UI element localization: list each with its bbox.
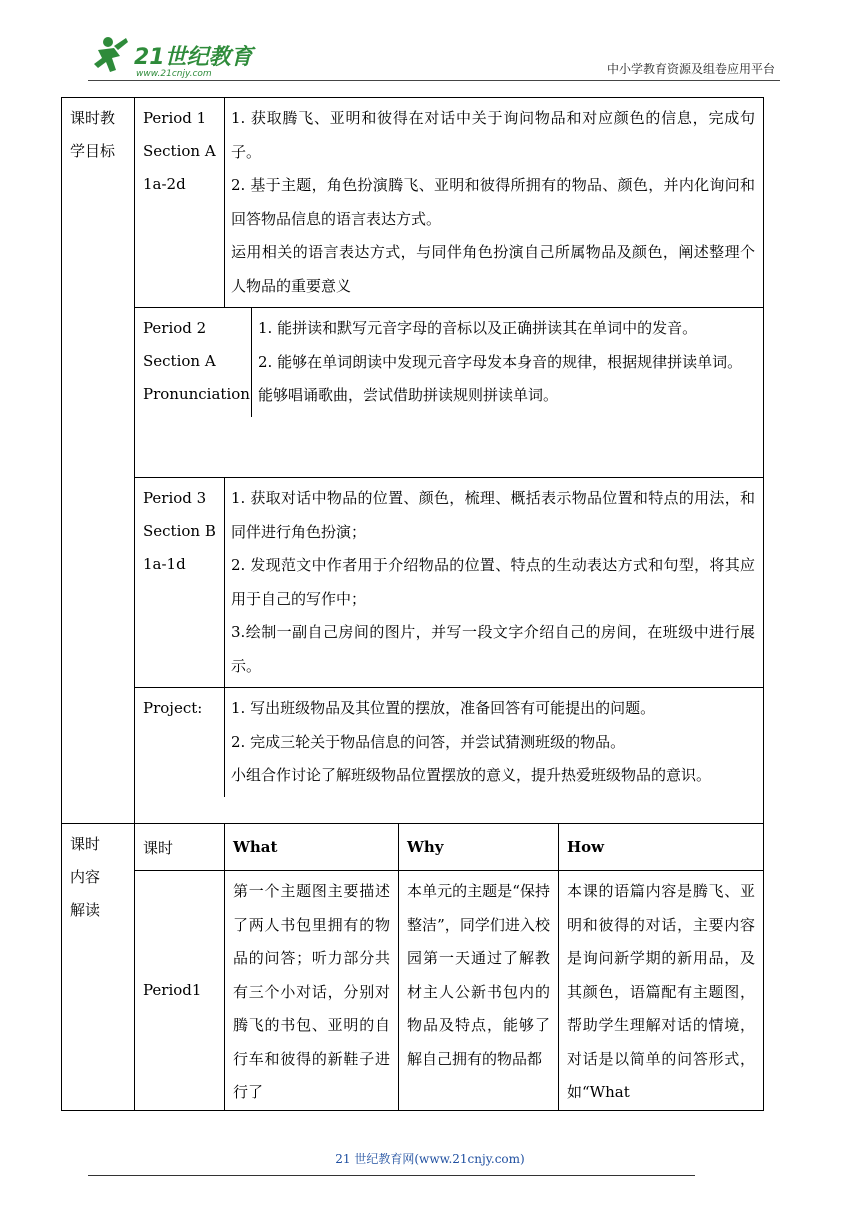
logo-text: 21世纪教育: [134, 45, 253, 70]
header-why: Why: [399, 824, 559, 871]
lesson-name: Period1: [135, 871, 225, 1111]
period-goals: 1. 写出班级物品及其位置的摆放，准备回答有可能提出的问题。 2. 完成三轮关于物品信息的问答，并尝试猜测班级的物品。 小组合作讨论了解班级物品位置摆放的意义，提升热爱班级物品的意识。: [231, 699, 712, 784]
header-how: How: [559, 824, 764, 871]
lesson-plan-table: [61, 97, 764, 1111]
content-label: 课时 内容 解读: [62, 824, 135, 1111]
content-header-row: [62, 824, 764, 871]
platform-name: 中小学教育资源及组卷应用平台: [606, 62, 775, 76]
period-name: Project:: [135, 688, 225, 797]
footer-text: 21 世纪教育网(www.21cnjy.com): [335, 1152, 525, 1166]
period-goals: 1. 获取腾飞、亚明和彼得在对话中关于询问物品和对应颜色的信息，完成句子。 2. 基于主题，角色扮演腾飞、亚明和彼得所拥有的物品、颜色，并内化询问和回答物品信息的语言表达方式。 运用相关的语言表达方式，与同伴角色扮演自己所属物品及颜色，阐述整理个人物品的重要意义: [231, 109, 756, 295]
period-name: Period 2 Section A Pronunciation: [135, 308, 252, 417]
why-text: 本单元的主题是“保持整洁”，同学们进入校园第一天通过了解教材主人公新书包内的物品及特点，能够了解自己拥有的物品都: [399, 871, 559, 1111]
goal-row-period1: [62, 98, 764, 308]
page-header: [80, 30, 775, 80]
how-text: 本课的语篇内容是腾飞、亚明和彼得的对话，主要内容是询问新学期的新用品，及其颜色，语篇配有主题图，帮助学生理解对话的情境，对话是以简单的问答形式，如“What: [559, 871, 764, 1111]
period-name: Period 1 Section A 1a-2d: [135, 98, 225, 307]
what-text: 第一个主题图主要描述了两人书包里拥有的物品的问答；听力部分共有三个小对话，分别对腾飞的书包、亚明的自行车和彼得的新鞋子进行了: [225, 871, 399, 1111]
content-row-period1: [62, 871, 764, 1111]
goals-label: 课时教学目标: [62, 98, 135, 824]
period-name: Period 3 Section B 1a-1d: [135, 478, 225, 687]
goal-row-project: [62, 688, 764, 824]
goal-row-period3: [62, 478, 764, 688]
footer-divider: [88, 1175, 695, 1176]
header-lesson: 课时: [135, 824, 225, 871]
goal-row-period2: [62, 308, 764, 478]
logo-url: www.21cnjy.com: [136, 69, 212, 78]
period-goals: 1. 获取对话中物品的位置、颜色，梳理、概括表示物品位置和特点的用法，和同伴进行角色扮演； 2. 发现范文中作者用于介绍物品的位置、特点的生动表达方式和句型，将其应用于自己的写作中； 3.绘制一副自己房间的图片，并写一段文字介绍自己的房间，在班级中进行展示。: [231, 489, 756, 675]
header-what: What: [225, 824, 399, 871]
period-goals: 1. 能拼读和默写元音字母的音标以及正确拼读其在单词中的发音。 2. 能够在单词朗读中发现元音字母发本身音的规律，根据规律拼读单词。 能够唱诵歌曲，尝试借助拼读规则拼读单词。: [258, 319, 743, 404]
logo-icon: [86, 34, 256, 78]
header-divider: [88, 80, 780, 81]
